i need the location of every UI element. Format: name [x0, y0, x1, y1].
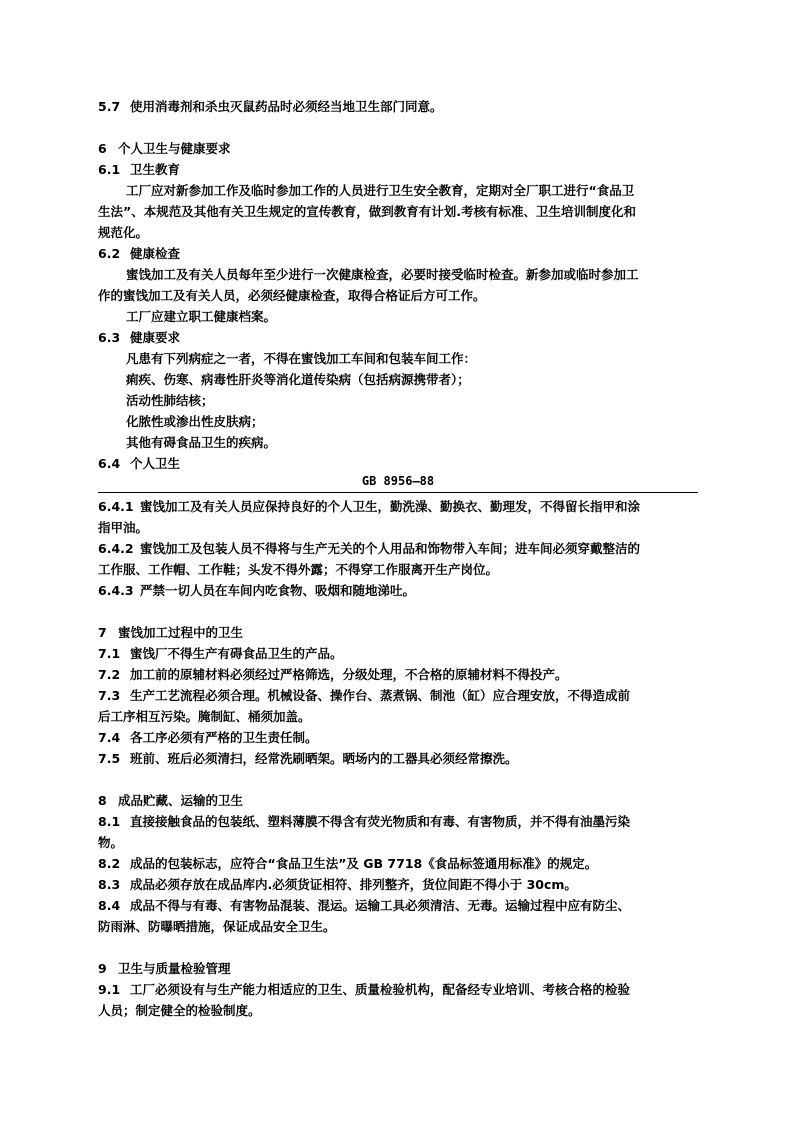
- section-9-heading: 9 卫生与质量检验管理: [98, 961, 231, 976]
- clause-number: 5.7: [98, 99, 121, 114]
- paragraph-line: 后工序相互污染。腌制缸、桶须加盖。: [98, 709, 311, 724]
- clause-6-1-heading: 6.1 卫生教育: [98, 162, 181, 177]
- list-item: 痢疾、伤寒、病毒性肝炎等消化道传染病（包括病源携带者）；: [126, 372, 470, 387]
- clause-7-2: 7.2 加工前的原辅材料必须经过严格筛选，分级处理，不合格的原辅材料不得投产。: [98, 667, 568, 682]
- paragraph-line: 蜜饯加工及有关人员每年至少进行一次健康检查，必要时接受临时检查。新参加或临时参加工: [126, 267, 639, 282]
- clause-8-2: 8.2 成品的包装标志，应符合“食品卫生法”及 GB 7718《食品标签通用标准》的规定。: [98, 856, 598, 871]
- clause-6-2-heading: 6.2 健康检查: [98, 246, 181, 261]
- standard-code-header: GB 8956—88: [361, 474, 435, 488]
- paragraph-line: 规范化。: [98, 225, 149, 240]
- paragraph-line: 工厂应对新参加工作及临时参加工作的人员进行卫生安全教育，定期对全厂职工进行“食品卫: [126, 183, 635, 198]
- clause-6-4-heading: 6.4 个人卫生: [98, 456, 181, 471]
- clause-7-5: 7.5 班前、班后必须清扫，经常洗刷晒架。晒场内的工器具必须经常擦洗。: [98, 751, 518, 766]
- clause-6-4-1: 6.4.1 蜜饯加工及有关人员应保持良好的个人卫生，勤洗澡、勤换衣、勤理发，不得留长指甲和涂: [98, 499, 641, 514]
- paragraph-line: 指甲油。: [98, 520, 149, 535]
- list-item: 活动性肺结核；: [126, 393, 214, 408]
- paragraph-line: 凡患有下列病症之一者，不得在蜜饯加工车间和包装车间工作：: [126, 351, 477, 366]
- paragraph-line: 作的蜜饯加工及有关人员，必须经健康检查，取得合格证后方可工作。: [98, 288, 486, 303]
- clause-6-4-3: 6.4.3 严禁一切人员在车间内吃食物、吸烟和随地涕吐。: [98, 583, 416, 598]
- clause-6-3-heading: 6.3 健康要求: [98, 330, 181, 345]
- clause-9-1: 9.1 工厂必须设有与生产能力相适应的卫生、质量检验机构，配备经专业培训、考核合格的检验: [98, 982, 631, 997]
- paragraph-line: 工厂应建立职工健康档案。: [126, 309, 277, 324]
- paragraph-line: 防雨淋、防曝晒措施，保证成品安全卫生。: [98, 919, 336, 934]
- clause-7-4: 7.4 各工序必须有严格的卫生责任制。: [98, 730, 318, 745]
- clause-5-7: [98, 97, 698, 117]
- clause-6-4-2: 6.4.2 蜜饯加工及包装人员不得将与生产无关的个人用品和饰物带入车间；进车间必须穿戴整洁的: [98, 541, 641, 556]
- list-item: 化脓性或渗出性皮肤病；: [126, 414, 264, 429]
- paragraph-line: 生法”、本规范及其他有关卫生规定的宣传教育，做到教育有计划.考核有标准、卫生培训制度化和: [98, 204, 636, 219]
- paragraph-line: 人员；制定健全的检验制度。: [98, 1003, 261, 1018]
- list-item: 其他有碍食品卫生的疾病。: [126, 435, 277, 450]
- section-6-heading: 6 个人卫生与健康要求: [98, 141, 231, 156]
- clause-7-3: 7.3 生产工艺流程必须合理。机械设备、操作台、蒸煮锅、制池（缸）应合理安放，不得造成前: [98, 688, 631, 703]
- paragraph-line: 物。: [98, 835, 124, 850]
- clause-text: 使用消毒剂和杀虫灭鼠药品时必须经当地卫生部门同意。: [130, 99, 443, 114]
- clause-8-3: 8.3 成品必须存放在成品库内.必须货证相符、排列整齐，货位间距不得小于 30cm。: [98, 877, 577, 892]
- paragraph-line: 工作服、工作帽、工作鞋；头发不得外露；不得穿工作服离开生产岗位。: [98, 562, 499, 577]
- clause-8-1: 8.1 直接接触食品的包装纸、塑料薄膜不得含有荧光物质和有毒、有害物质，并不得有油墨污染: [98, 814, 631, 829]
- section-7-heading: 7 蜜饯加工过程中的卫生: [98, 625, 244, 640]
- clause-8-4: 8.4 成品不得与有毒、有害物品混装、混运。运输工具必须清洁、无毒。运输过程中应有防尘、: [98, 898, 631, 913]
- clause-7-1: 7.1 蜜饯厂不得生产有碍食品卫生的产品。: [98, 646, 343, 661]
- header-divider: [98, 492, 698, 493]
- section-8-heading: 8 成品贮藏、运输的卫生: [98, 793, 244, 808]
